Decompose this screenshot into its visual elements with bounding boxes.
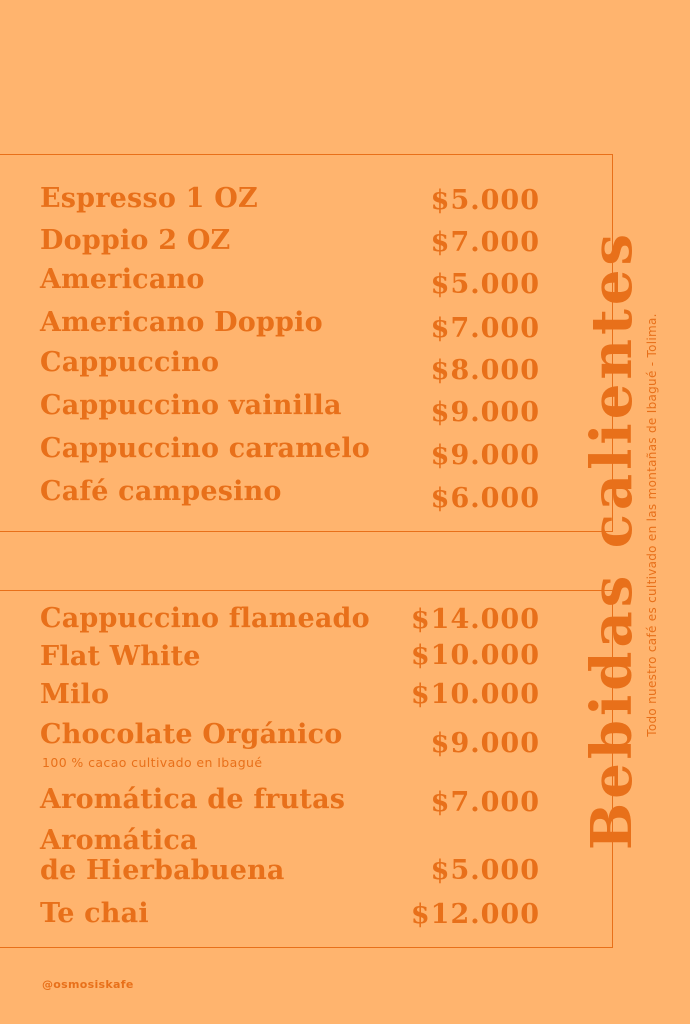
menu-item-name: Flat White [40,641,201,672]
section-subtitle: Todo nuestro café es cultivado en las montañas de Ibagué - Tolima. [645,313,659,737]
menu-item-price: $5.000 [430,185,540,216]
menu-item-name-line2: de Hierbabuena [40,855,285,886]
menu-item-name: Cappuccino caramelo [40,433,371,464]
menu-item-price: $9.000 [430,728,540,759]
menu-item-price: $5.000 [430,269,540,300]
menu-item-name: Americano [40,264,205,295]
menu-item-name: Chocolate Orgánico [40,719,343,750]
menu-item-name: Te chai [40,898,149,929]
menu-item-price: $10.000 [410,640,540,671]
menu-item-price: $9.000 [430,397,540,428]
menu-item-price: $10.000 [410,679,540,710]
menu-item-name: Americano Doppio [40,307,323,338]
section-title: Bebidas calientes [579,229,645,851]
menu-item-name: Espresso 1 OZ [40,183,258,214]
menu-item-name: Cappuccino [40,347,220,378]
menu-item-note: 100 % cacao cultivado en Ibagué [42,755,263,770]
social-handle[interactable]: @osmosiskafe [42,978,134,991]
menu-item-name: Cappuccino vainilla [40,390,342,421]
menu-item-price: $7.000 [430,313,540,344]
menu-item-price: $5.000 [430,855,540,886]
menu-item-price: $12.000 [410,899,540,930]
menu-item-name: Aromática de frutas [40,784,346,815]
menu-item-price: $14.000 [410,604,540,635]
menu-item-name: Aromática [40,825,198,856]
menu-item-name: Cappuccino flameado [40,603,370,634]
menu-item-name: Doppio 2 OZ [40,225,231,256]
menu-item-price: $7.000 [430,787,540,818]
menu-item-name: Café campesino [40,476,282,507]
menu-item-price: $6.000 [430,483,540,514]
menu-item-price: $9.000 [430,440,540,471]
menu-item-name: Milo [40,679,110,710]
menu-item-price: $7.000 [430,227,540,258]
menu-item-price: $8.000 [430,355,540,386]
